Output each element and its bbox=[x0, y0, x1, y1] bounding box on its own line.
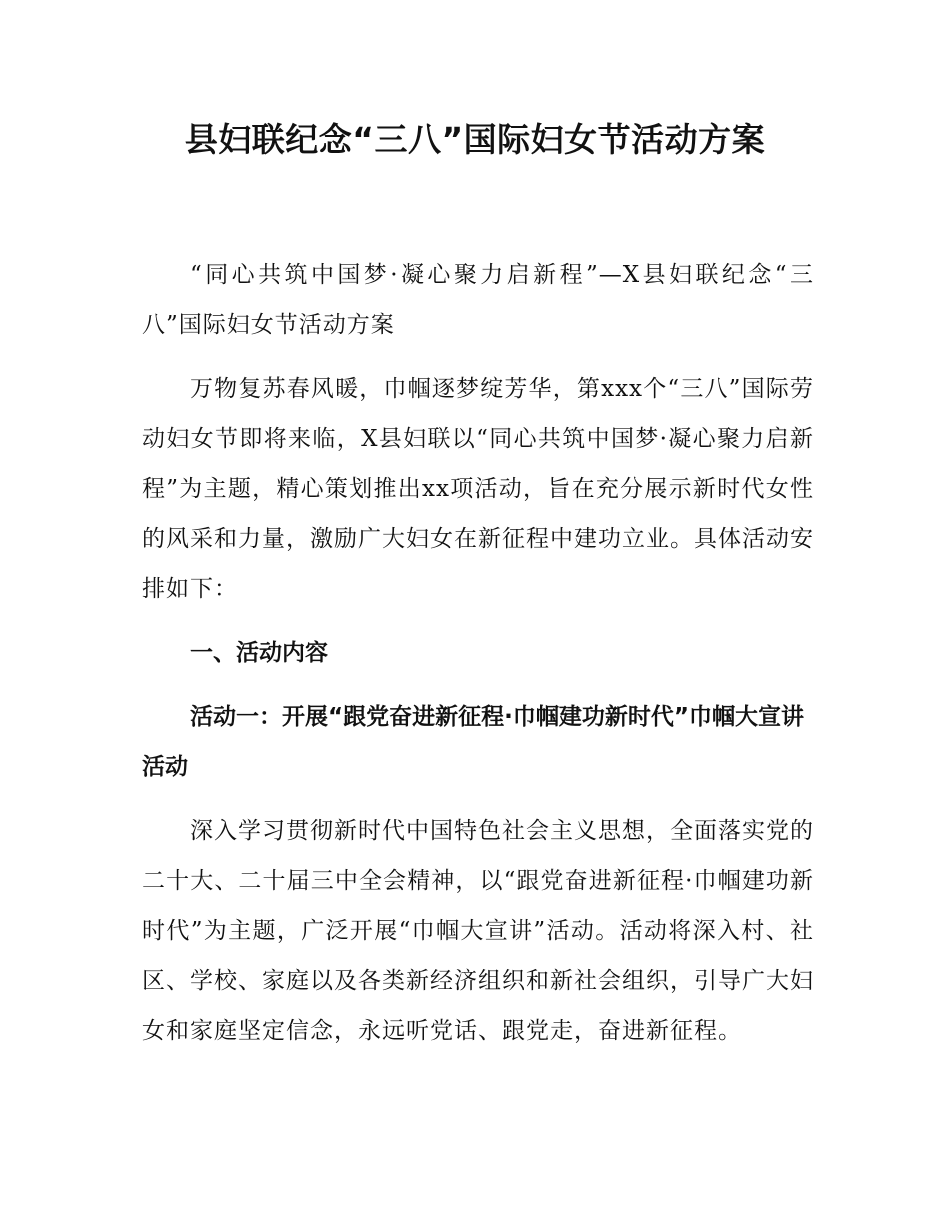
activity-paragraph: 深入学习贯彻新时代中国特色社会主义思想，全面落实党的二十大、二十届三中全会精神，以“跟党奋进新征程·巾帼建功新时代”为主题，广泛开展“巾帼大宣讲”活动。活动将深入村、社区、学校、家庭以及各类新经济组织和新社会组织，引导广大妇女和家庭坚定信念，永远听党话、跟党走，奋进新征程。 bbox=[142, 818, 814, 1044]
document-subtitle: “同心共筑中国梦·凝心聚力启新程”—X县妇联纪念“三八”国际妇女节活动方案 bbox=[142, 262, 814, 338]
intro-paragraph: 万物复苏春风暖，巾帼逐梦绽芳华，第xxx个“三八”国际劳动妇女节即将来临，X县妇联以“同心共筑中国梦·凝心聚力启新程”为主题，精心策划推出xx项活动，旨在充分展示新时代女性的风采和力量，激励广大妇女在新征程中建功立业。具体活动安排如下： bbox=[142, 376, 814, 602]
activity-heading: 活动一：开展“跟党奋进新征程·巾帼建功新时代”巾帼大宣讲活动 bbox=[142, 704, 804, 780]
section-heading: 一、活动内容 bbox=[190, 640, 328, 666]
document-title: 县妇联纪念“三八”国际妇女节活动方案 bbox=[184, 120, 766, 159]
